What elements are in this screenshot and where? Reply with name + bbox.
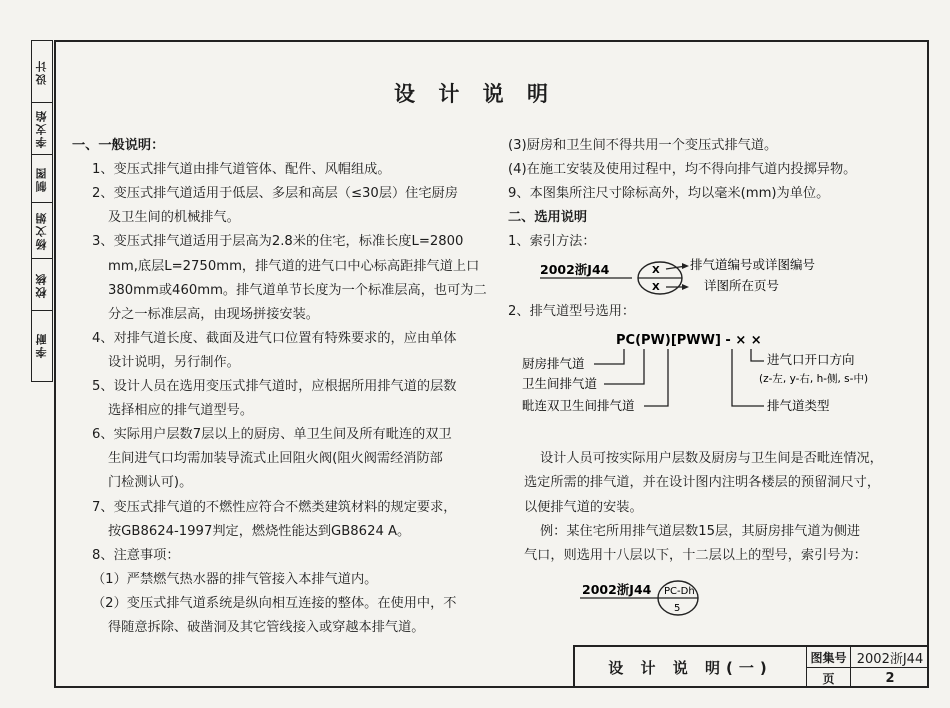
example-atlas: 2002浙J44: [582, 582, 652, 597]
example-code: PC-Dh: [664, 586, 695, 597]
signature-text: 杨文娟: [35, 211, 48, 250]
text-line: （1）严禁燃气热水器的排气管接入本排气道内。: [92, 571, 378, 587]
model-label-direction: 进气口开口方向: [767, 352, 855, 367]
signature-cell: [32, 259, 52, 311]
drawing-title: 设 计 说 明(一): [575, 647, 807, 688]
svg-text:X: X: [652, 265, 660, 276]
text-line: mm,底层L=2750mm，排气道的进气口中心标高距排气道上口: [108, 258, 480, 274]
text-line: 设计人员可按实际用户层数及厨房与卫生间是否毗连情况，: [540, 451, 883, 466]
text-line: 5、设计人员在选用变压式排气道时，应根据所用排气道的层数: [92, 379, 457, 394]
text-line: 9、本图集所注尺寸除标高外，均以毫米(mm)为单位。: [508, 186, 830, 202]
text-line: 1、索引方法：: [508, 234, 596, 250]
text-line: 7、变压式排气道的不燃性应符合不燃类建筑材料的规定要求，: [92, 499, 457, 515]
signature-text: 李耐: [35, 332, 48, 358]
text-line: 2、变压式排气道适用于低层、多层和高层（≤30层）住宅厨房: [92, 186, 458, 202]
index-method-diagram: [540, 252, 840, 300]
page-title: 设 计 说 明: [394, 82, 556, 106]
example-page: 5: [674, 603, 681, 614]
text-line: 选定所需的排气道，并在设计图内注明各楼层的预留洞尺寸，: [524, 475, 881, 491]
model-heading: 2、排气道型号选用：: [508, 304, 636, 319]
index-label-top: 排气道编号或详图编号: [690, 257, 816, 272]
text-line: 分之一标准层高，由现场拼接安装。: [108, 306, 319, 322]
text-line: 例：某住宅所用排气道层数15层，其厨房排气道为侧进: [540, 523, 861, 539]
atlas-number-label: 图集号: [807, 647, 851, 668]
index-label-bottom: 详图所在页号: [704, 278, 780, 293]
text-line: 380mm或460mm。排气道单节长度为一个标准层高，也可为二: [108, 282, 487, 298]
signature-cell: [32, 203, 52, 259]
text-line: (4)在施工安装及使用过程中，均不得向排气道内投掷异物。: [508, 162, 857, 178]
text-line: 1、变压式排气道由排气道管体、配件、风帽组成。: [92, 162, 391, 178]
text-line: 6、实际用户层数7层以上的厨房、单卫生间及所有毗连的双卫: [92, 427, 452, 443]
text-line: 8、注意事项：: [92, 547, 180, 563]
text-line: （2）变压式排气道系统是纵向相互连接的整体。在使用中，不: [92, 595, 457, 611]
signature-text: 校核: [35, 271, 48, 298]
model-label-double: 毗连双卫生间排气道: [522, 398, 635, 413]
model-label-toilet: 卫生间排气道: [522, 376, 598, 391]
signature-cell: [32, 155, 52, 203]
text-line: 门检测认可)。: [108, 475, 193, 491]
text-line: 及卫生间的机械排气。: [108, 210, 240, 226]
text-line: 一、一般说明：: [72, 138, 165, 153]
text-line: 以便排气道的安装。: [524, 499, 643, 515]
text-line: 3、变压式排气道适用于层高为2.8米的住宅，标准长度L=2800: [92, 234, 464, 250]
signature-text: 李支焰: [35, 109, 48, 148]
text-line: 得随意拆除、破凿洞及其它管线接入或穿越本排气道。: [108, 620, 425, 635]
text-line: 二、选用说明: [508, 210, 588, 226]
model-selection-diagram: [512, 326, 902, 418]
text-line: 4、对排气道长度、截面及进气口位置有特殊要求的，应由单体: [92, 330, 457, 346]
signature-text: 设计: [35, 58, 48, 85]
model-code: PC(PW)[PWW] - × ×: [616, 333, 762, 348]
model-label-kitchen: 厨房排气道: [522, 356, 585, 371]
text-line: 设计说明，另行制作。: [108, 354, 240, 370]
signature-cell: [32, 311, 52, 379]
atlas-number-value: 2002浙J44: [851, 647, 929, 668]
page-label: 页: [807, 668, 851, 688]
model-label-direction-codes: (z-左, y-右, h-侧, s-中): [759, 373, 869, 385]
text-line: 按GB8624-1997判定，燃烧性能达到GB8624 A。: [108, 523, 411, 539]
text-line: (3)厨房和卫生间不得共用一个变压式排气道。: [508, 138, 778, 153]
model-label-type: 排气道类型: [767, 398, 830, 413]
svg-text:X: X: [652, 282, 660, 293]
page-number: 2: [885, 670, 895, 686]
title-block: [573, 645, 929, 688]
text-line: 选择相应的排气道型号。: [108, 403, 254, 419]
text-line: 生间进气口均需加装导流式止回阻火阀(阻火阀需经消防部: [108, 451, 443, 467]
example-index-reference: [580, 578, 720, 618]
signature-text: 制图: [35, 165, 48, 192]
signature-cell: [32, 103, 52, 155]
text-line: 气口，则选用十八层以下，十二层以上的型号，索引号为：: [524, 548, 867, 564]
index-atlas-label: 2002浙J44: [540, 262, 610, 277]
